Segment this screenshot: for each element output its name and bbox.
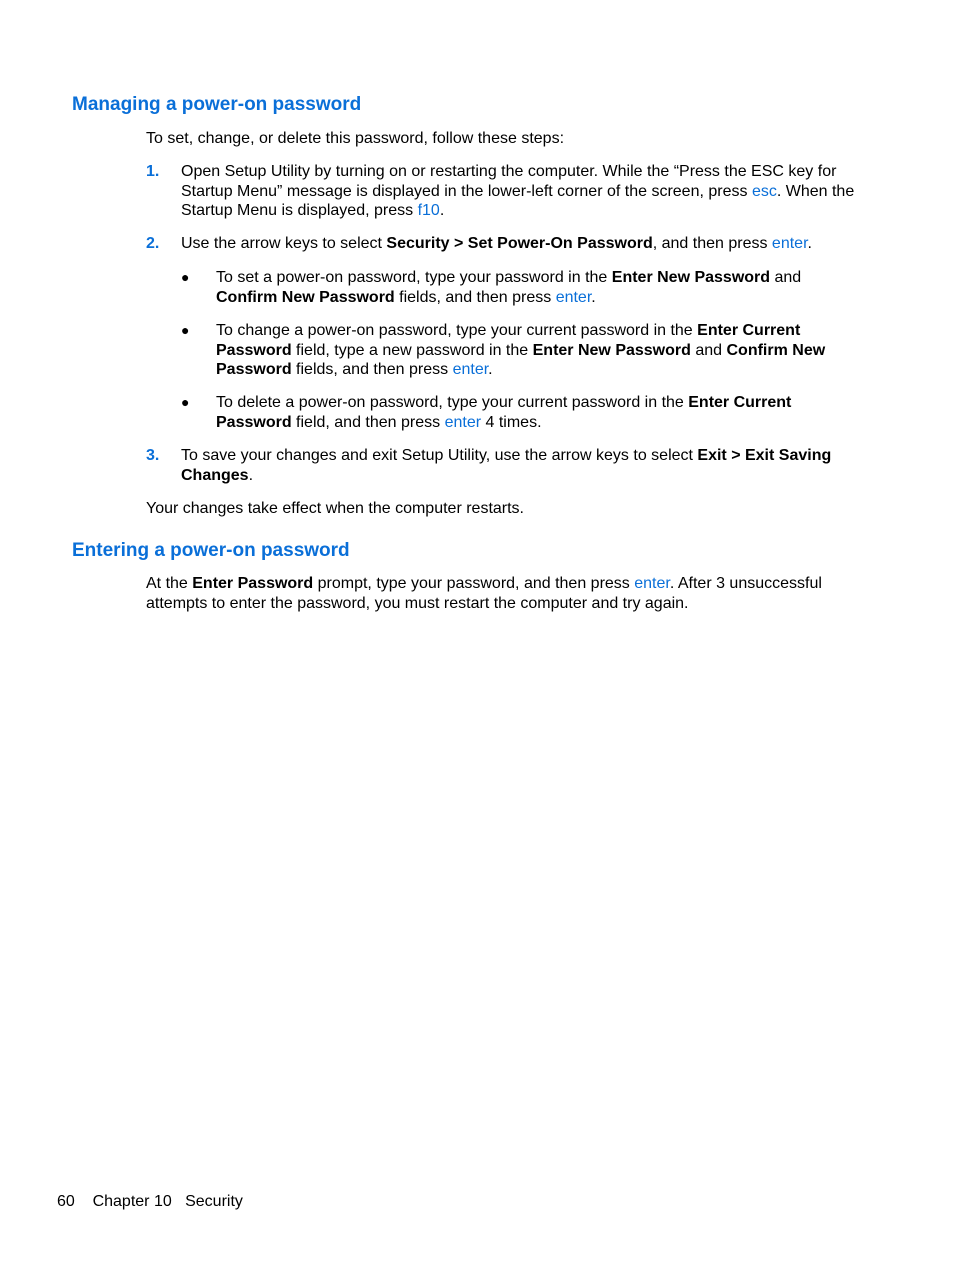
bullet-icon: ●: [181, 322, 190, 338]
key-f10: f10: [417, 202, 440, 219]
step-2-text: Use the arrow keys to select Security > Set Power-On Password, and then press enter.: [181, 235, 812, 252]
section-heading-entering: Entering a power-on password: [72, 540, 350, 561]
intro-text: To set, change, or delete this password, follow these steps:: [146, 130, 565, 147]
bullet-icon: ●: [181, 269, 190, 285]
key-esc: esc: [751, 182, 777, 200]
key-enter: enter: [634, 575, 670, 592]
step-1-text: Open Setup Utility by turning on or restarting the computer. While the “Press the ESC key for Startup Menu” message is displayed in the lower-left corner of the screen, press esc. When the Startup Menu is displayed, press f10.: [181, 163, 855, 219]
bullet-set-password: To set a power-on password, type your password in the Enter New Password and Confirm New Password fields, and then press enter.: [216, 269, 802, 306]
bullet-change-password: To change a power-on password, type your current password in the Enter Current Password field, type a new password in the Enter New Password and Confirm New Password fields, and then press enter.: [216, 322, 826, 378]
key-enter: enter: [452, 361, 489, 378]
bullet-delete-password: To delete a power-on password, type your current password in the Enter Current Password field, and then press enter 4 times.: [216, 394, 792, 431]
closing-text: Your changes take effect when the computer restarts.: [146, 500, 524, 517]
chapter-label: Chapter 10: [92, 1193, 172, 1210]
step-number: 2.: [146, 235, 160, 252]
page-number: 60: [57, 1193, 75, 1210]
section-label: Security: [185, 1193, 243, 1210]
step-number: 3.: [146, 447, 160, 464]
key-enter: enter: [771, 235, 808, 252]
page-footer: [57, 1192, 243, 1211]
key-enter: enter: [555, 288, 592, 306]
section-heading-managing: Managing a power-on password: [72, 94, 362, 115]
step-3-text: To save your changes and exit Setup Utility, use the arrow keys to select Exit > Exit Saving Changes.: [181, 447, 832, 484]
key-enter: enter: [444, 413, 482, 431]
entering-text: At the Enter Password prompt, type your password, and then press enter. After 3 unsuccessful attempts to enter the password, you must restart the computer and try again.: [146, 575, 822, 612]
bullet-icon: ●: [181, 394, 190, 410]
step-number: 1.: [146, 163, 160, 180]
